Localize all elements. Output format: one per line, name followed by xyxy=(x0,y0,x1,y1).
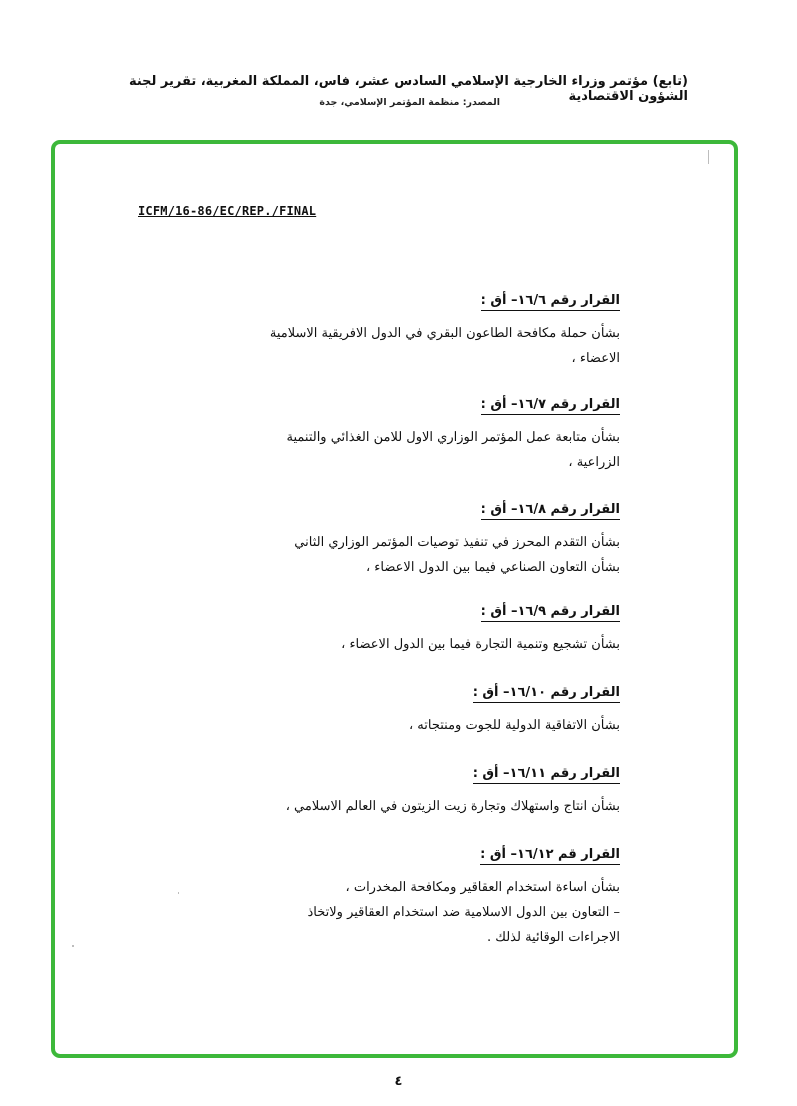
resolution-line: – التعاون بين الدول الاسلامية ضد استخدام العقاقير ولاتخاذ xyxy=(307,905,620,920)
resolution-12 xyxy=(150,843,620,950)
scan-speck xyxy=(708,150,709,164)
resolution-line: بشأن تشجيع وتنمية التجارة فيما بين الدول الاعضاء ، xyxy=(341,637,620,652)
resolution-title: القرار رقم ١٦/١١– أق : xyxy=(473,766,620,784)
resolution-line: بشأن التعاون الصناعي فيما بين الدول الاعضاء ، xyxy=(365,560,620,575)
resolution-title: القرار رقم ١٦/٦– أق : xyxy=(481,293,620,311)
resolution-line: بشأن انتاج واستهلاك وتجارة زيت الزيتون في العالم الاسلامي ، xyxy=(285,799,620,814)
resolution-line: الاعضاء ، xyxy=(571,351,620,366)
resolution-7 xyxy=(150,393,620,475)
page-number: ٤ xyxy=(394,1074,403,1089)
resolution-line: الاجراءات الوقائية لذلك . xyxy=(486,930,620,945)
scan-speck xyxy=(72,945,74,947)
resolution-line: بشأن حملة مكافحة الطاعون البقري في الدول الافريقية الاسلامية xyxy=(269,326,620,341)
resolution-10 xyxy=(150,681,620,738)
resolution-8 xyxy=(150,498,620,580)
document-reference: ICFM/16-86/EC/REP./FINAL xyxy=(138,204,317,218)
resolution-title: القرار رقم ١٦/١٠– أق : xyxy=(473,685,620,703)
resolution-title: القرار رقم ١٦/٩– أق : xyxy=(481,604,620,622)
resolution-line: بشأن متابعة عمل المؤتمر الوزاري الاول للامن الغذائي والتنمية xyxy=(286,430,620,445)
resolution-line: بشأن اساءة استخدام العقاقير ومكافحة المخدرات ، xyxy=(345,880,620,895)
resolution-title: القرار رقم ١٦/٨– أق : xyxy=(481,502,620,520)
resolution-9 xyxy=(150,600,620,657)
resolution-line: بشأن الاتفاقية الدولية للجوت ومنتجاته ، xyxy=(408,718,620,733)
resolution-line: بشأن التقدم المحرز في تنفيذ توصيات المؤتمر الوزاري الثاني xyxy=(294,535,620,550)
header-source: المصدر: منظمة المؤتمر الإسلامي، جدة xyxy=(319,97,500,108)
resolution-title: القرار قم ١٦/١٢– أق : xyxy=(480,847,620,865)
header-title: (تابع) مؤتمر وزراء الخارجية الإسلامي السادس عشر، فاس، المملكة المغربية، تقرير لجنة الشؤون الاقتصادية xyxy=(128,74,688,104)
resolution-title: القرار رقم ١٦/٧– أق : xyxy=(481,397,620,415)
resolution-line: الزراعية ، xyxy=(568,455,620,470)
resolution-6 xyxy=(150,289,620,371)
resolution-11 xyxy=(150,762,620,819)
